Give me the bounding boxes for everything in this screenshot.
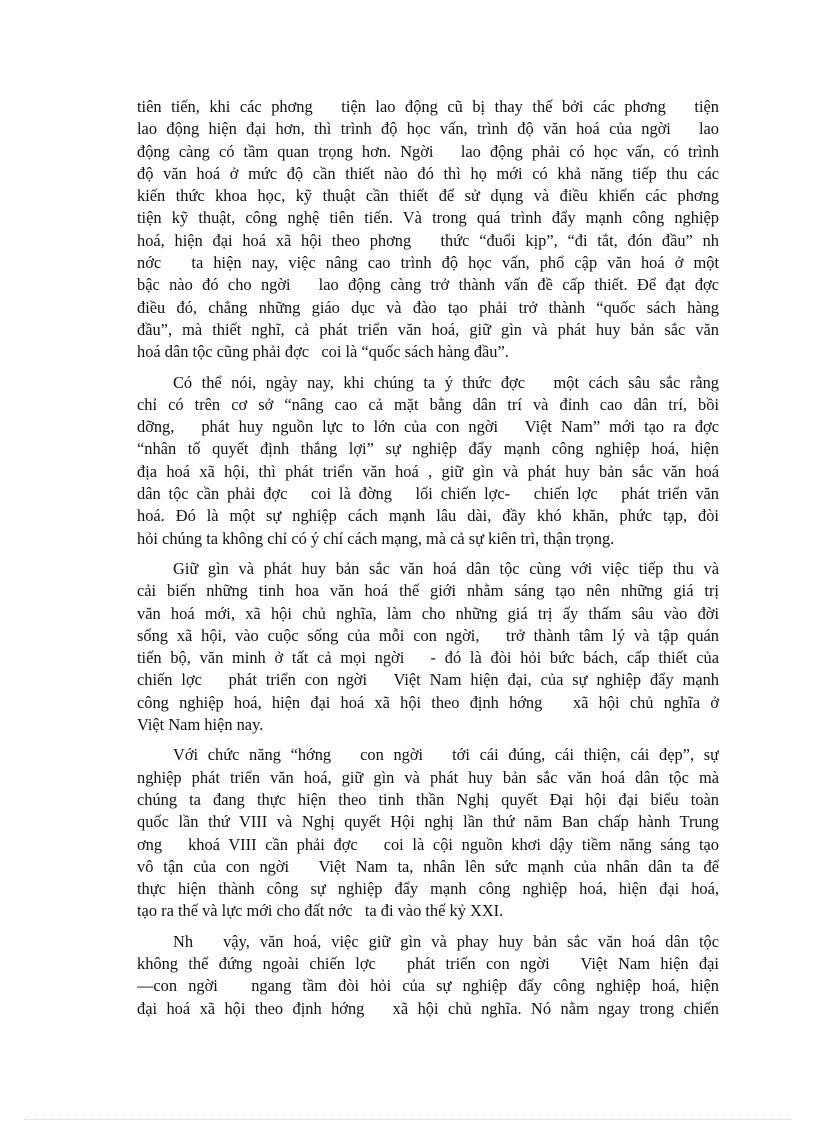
text-line: độ văn hoá ở mức độ cần thiết nào đó thì họ mới có khả năng tiếp thu các — [137, 163, 719, 183]
text-line: chiến lợc phát triển con ngời Việt Nam hiện đại, của sự nghiệp đẩy mạnh — [137, 670, 719, 690]
text-line: chúng ta đang thực hiện theo tinh thần Nghị quyết Đại hội đại biểu toàn — [137, 789, 719, 809]
text-line: điều đó, chẳng những giáo dục và đào tạo phải trở thành “quốc sách hàng — [137, 297, 719, 317]
text-line: Có thể nói, ngày nay, khi chúng ta ý thức đợc một cách sâu sắc rằng — [173, 372, 719, 392]
paragraph-gap — [137, 550, 719, 558]
text-line: Nh vậy, văn hoá, việc giữ gìn và phay huy bản sắc văn hoá dân tộc — [173, 931, 719, 951]
paragraph-1 — [137, 96, 719, 364]
text-line: Giữ gìn và phát huy bản sắc văn hoá dân tộc cùng với việc tiếp thu và — [173, 558, 719, 578]
text-line: chỉ có trên cơ sở “nâng cao cả mặt bằng dân trí và đỉnh cao dân trí, bồi — [137, 394, 719, 414]
text-line: hoá, hiện đại hoá xã hội theo phơng thức “đuổi kịp”, “đi tắt, đón đầu” nh — [137, 230, 719, 250]
text-line: Việt Nam hiện nay. — [137, 715, 264, 735]
text-line: tiên tiến, khi các phơng tiện lao động cũ bị thay thế bởi các phơng tiện — [137, 97, 719, 116]
text-line: văn hoá mới, xã hội chủ nghĩa, làm cho những giá trị ấy thấm sâu vào đời — [137, 603, 719, 623]
paragraph-2 — [137, 372, 719, 550]
text-line: bậc nào đó cho ngời lao động càng trở thành vấn đề cấp thiết. Để đạt đợc — [137, 275, 719, 295]
text-line: động càng có tầm quan trọng hơn. Ngời lao động phải có học vấn, có trình — [137, 141, 719, 161]
text-line: Với chức năng “hớng con ngời tới cái đúng, cái thiện, cái đẹp”, sự — [173, 745, 719, 765]
text-line: tạo ra thế và lực mới cho đất nớc ta đi vào thế kỷ XXI. — [137, 901, 504, 921]
text-line: cải biến những tinh hoa văn hoá thế giới nhằm sáng tạo nên những giá trị — [137, 581, 719, 601]
text-line: tiến bộ, văn minh ở tất cả mọi ngời - đó là đòi hỏi bức bách, cấp thiết của — [137, 648, 719, 668]
paragraph-3 — [137, 558, 719, 736]
text-line: sống xã hội, vào cuộc sống của mỗi con ngời, trở thành tâm lý và tập quán — [137, 625, 719, 645]
text-line: hỏi chúng ta không chỉ có ý chí cách mạng, mà cả sự kiên trì, thận trọng. — [137, 528, 615, 548]
text-line: hoá dân tộc cũng phải đợc coi là “quốc sách hàng đầu”. — [137, 342, 509, 362]
text-line: quốc lần thứ VIII và Nghị quyết Hội nghị lần thứ năm Ban chấp hành Trung — [137, 812, 719, 832]
paragraph-gap — [137, 364, 719, 372]
text-line: nghiệp phát triển văn hoá, giữ gìn và phát huy bản sắc văn hoá dân tộc mà — [137, 767, 719, 787]
text-line: đại hoá xã hội theo định hớng xã hội chủ nghĩa. Nó nằm ngay trong chiến — [137, 998, 719, 1018]
text-line: nớc ta hiện nay, việc nâng cao trình độ học vấn, phổ cập văn hoá ở một — [137, 253, 719, 273]
text-line: kiến thức khoa học, kỹ thuật cần thiết để sử dụng và điều khiển các phơng — [137, 186, 719, 206]
paragraph-gap — [137, 736, 719, 744]
text-line: lao động hiện đại hơn, thì trình độ học vấn, trình độ văn hoá của ngời lao — [137, 119, 719, 139]
text-line: công nghiệp hoá, hiện đại hoá xã hội theo định hớng xã hội chủ nghĩa ở — [137, 692, 719, 712]
text-line: dân tộc cần phải đợc coi là đờng lối chiến lợc- chiến lợc phát triển văn — [137, 484, 719, 504]
text-line: vô tận của con ngời Việt Nam ta, nhân lên sức mạnh của nhân dân ta để — [137, 856, 719, 876]
page-bottom-dotted-rule — [24, 1119, 792, 1120]
text-line: dỡng, phát huy nguồn lực to lớn của con ngời Việt Nam” mới tạo ra đợc — [137, 417, 719, 437]
text-line: hoá. Đó là một sự nghiệp cách mạnh lâu dài, đầy khó khăn, phức tạp, đòi — [137, 506, 719, 526]
text-line: ơng khoá VIII cần phải đợc coi là cội nguồn khơi dậy tiềm năng sáng tạo — [137, 834, 719, 854]
paragraph-gap — [137, 923, 719, 931]
paragraph-4 — [137, 744, 719, 922]
body-text — [137, 96, 719, 1020]
text-line: đầu”, mà thiết nghĩ, cả phát triển văn hoá, giữ gìn và phát huy bản sắc văn — [137, 319, 719, 339]
paragraph-5 — [137, 931, 719, 1020]
text-line: không thể đứng ngoài chiến lợc phát triển con ngời Việt Nam hiện đại — [137, 953, 719, 973]
text-line: địa hoá xã hội, thì phát triển văn hoá , giữ gìn và phát huy bản sắc văn hoá — [137, 461, 719, 481]
text-line: —con ngời ngang tầm đòi hỏi của sự nghiệp đẩy công nghiệp hoá, hiện — [137, 976, 719, 996]
text-line: “nhân tố quyết định thắng lợi” sự nghiệp đẩy mạnh công nghiệp hoá, hiện — [137, 439, 719, 459]
text-line: thực hiện thành công sự nghiệp đẩy mạnh công nghiệp hoá, hiện đại hoá, — [137, 879, 719, 899]
text-line: tiện kỹ thuật, công nghệ tiên tiến. Và trong quá trình đẩy mạnh công nghiệp — [137, 208, 719, 228]
